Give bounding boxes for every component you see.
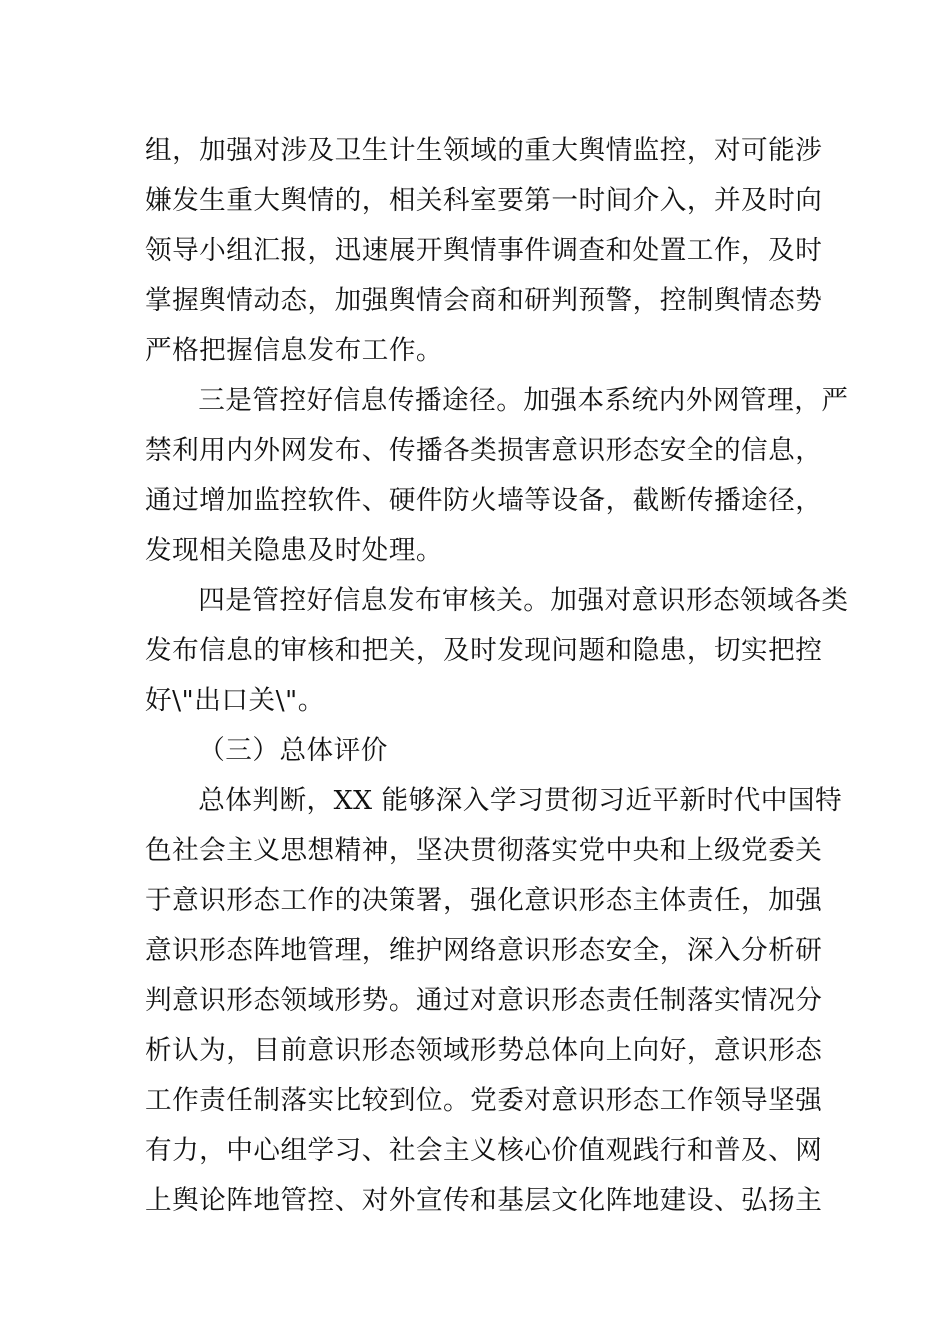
text-line: 领导小组汇报，迅速展开舆情事件调查和处置工作，及时 <box>145 235 823 266</box>
document-body <box>145 126 849 1226</box>
text-line: 工作责任制落实比较到位。党委对意识形态工作领导坚强 <box>145 1085 823 1116</box>
paragraph-point-four <box>145 576 849 726</box>
text-line: 意识形态阵地管理，维护网络意识形态安全，深入分析研 <box>145 935 823 966</box>
paragraph-summary <box>145 776 843 1226</box>
section-heading-text: （三）总体评价 <box>198 735 388 766</box>
text-line: 组，加强对涉及卫生计生领域的重大舆情监控，对可能涉 <box>145 135 823 166</box>
text-line: 上舆论阵地管控、对外宣传和基层文化阵地建设、弘扬主 <box>145 1185 823 1216</box>
text-line: 掌握舆情动态，加强舆情会商和研判预警，控制舆情态势 <box>145 285 823 316</box>
text-line: 禁利用内外网发布、传播各类损害意识形态安全的信息， <box>145 435 823 466</box>
text-line: 通过增加监控软件、硬件防火墙等设备，截断传播途径， <box>145 485 823 516</box>
text-line: 于意识形态工作的决策署，强化意识形态主体责任，加强 <box>145 885 823 916</box>
section-heading <box>145 726 805 776</box>
text-line: 有力，中心组学习、社会主义核心价值观践行和普及、网 <box>145 1135 823 1166</box>
text-line: 判意识形态领域形势。通过对意识形态责任制落实情况分 <box>145 985 823 1016</box>
text-line: 色社会主义思想精神，坚决贯彻落实党中央和上级党委关 <box>145 835 823 866</box>
text-line: 总体判断，XX 能够深入学习贯彻习近平新时代中国特 <box>198 785 843 816</box>
text-line: 好\"出口关\"。 <box>145 685 325 716</box>
paragraph-point-three <box>145 376 849 576</box>
text-line: 发布信息的审核和把关，及时发现问题和隐患，切实把控 <box>145 635 823 666</box>
text-line: 析认为，目前意识形态领域形势总体向上向好，意识形态 <box>145 1035 823 1066</box>
text-line: 三是管控好信息传播途径。加强本系统内外网管理，严 <box>198 385 849 416</box>
paragraph-continuation <box>145 126 823 376</box>
text-line: 四是管控好信息发布审核关。加强对意识形态领域各类 <box>198 585 849 616</box>
text-line: 严格把握信息发布工作。 <box>145 335 444 366</box>
text-line: 发现相关隐患及时处理。 <box>145 535 444 566</box>
text-line: 嫌发生重大舆情的，相关科室要第一时间介入，并及时向 <box>145 185 823 216</box>
